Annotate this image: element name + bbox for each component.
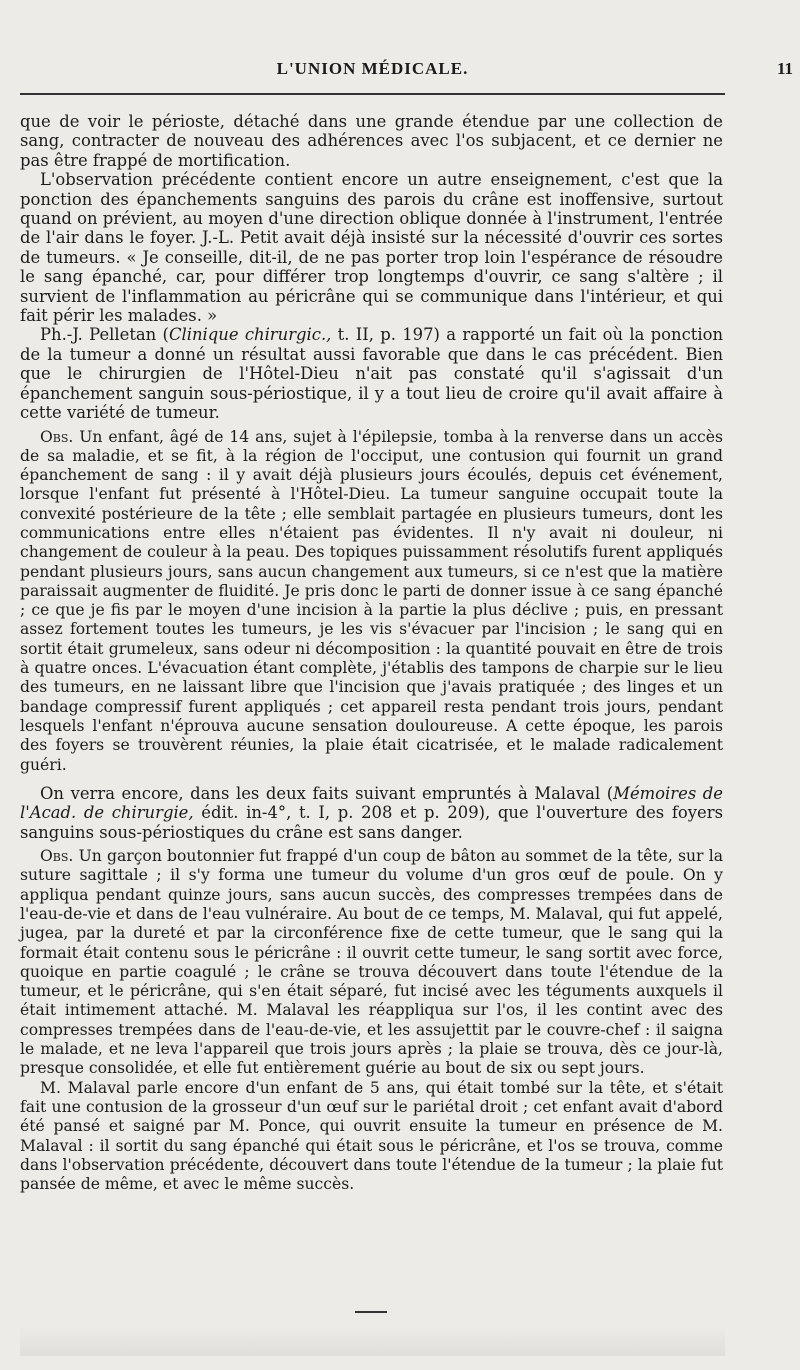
observation-text: Un enfant, âgé de 14 ans, sujet à l'épilepsie, tomba à la renverse dans un accès de sa maladie, et se fit, à la région de l'occiput, une contusion qui fournit un grand épanchement de sang : il y avait déjà plusieurs jours écoulés, depuis cet événement, lorsque l'enfant fut présenté à l'Hôtel-Dieu. La tumeur sanguine occupait toute la convexité postérieure de la tête ; elle semblait partagée en plusieurs tumeurs, dont les communications entre elles n'étaient pas évidentes. Il n'y avait ni douleur, ni changement de couleur à la peau. Des topiques puissamment résolutifs furent appliqués pendant plusieurs jours, sans aucun changement aux tumeurs, si ce n'est que la matière paraissait augmenter de fluidité. Je pris donc le parti de donner issue à ce sang épanché ; ce que je fis par le moyen d'une incision à la partie la plus déclive ; puis, en pressant assez fortement toutes les tumeurs, je les vis s'évacuer par l'incision ; le sang qui en sortit était grumeleux, sans odeur ni décomposition : la quantité pouvait en être de trois à quatre onces. L'évacuation étant complète, j'établis des tampons de charpie sur le lieu des tumeurs, en ne laissant libre que l'incision que j'avais pratiquée ; des linges et un bandage compressif furent appliqués ; cet appareil resta pendant trois jours, pendant lesquels l'enfant n'éprouva aucune sensation douloureuse. A cette époque, les parois des foyers se trouvèrent réunies, la plaie était cicatrisée, et le malade radicalement guéri. — [20, 427, 723, 774]
paragraph-text: t. II, p. 197) a rapporté un fait où la ponction de la tumeur a donné un résultat aussi favorable que dans le cas précédent. Bien que le chirurgien de l'Hôtel-Dieu n'ait pas constaté qu'il s'agissait d'un épanchement sanguin sous-périostique, il y a tout lieu de croire qu'il avait affaire à cette variété de tumeur. — [20, 325, 724, 423]
observation-1 — [20, 428, 723, 775]
paragraph-pelletan — [20, 325, 723, 422]
bleed-through-shadow — [20, 1326, 725, 1356]
observation-label: Obs. — [40, 847, 74, 866]
page-number: 11 — [776, 59, 793, 78]
observation-3 — [20, 1079, 723, 1195]
paragraph-malaval — [20, 784, 723, 842]
running-header — [20, 55, 793, 89]
paragraph-text: L'observation précédente contient encore un autre enseignement, c'est que la ponction des épanchements sanguins des parois du crâne est inoffensive, surtout quand on prévient, au moyen d'une direction oblique donnée à l'instrument, l'entrée de l'air dans le foyer. J.-L. Petit avait déjà insisté sur la nécessité d'ouvrir ces sortes de tumeurs. « Je conseille, dit-il, de ne pas porter trop loin l'espérance de résoudre le sang épanché, car, pour différer trop longtemps d'ouvrir, ce sang s'altère ; il survient de l'inflammation au péricrâne qui se communique dans l'intérieur, et qui fait périr les malades. » — [20, 170, 723, 326]
observation-label: Obs. — [40, 427, 74, 446]
section-rule — [355, 1311, 387, 1313]
paragraph-ponction — [20, 170, 723, 325]
citation-title: Mémoires de l'Acad. de chirurgie, — [20, 783, 724, 823]
paragraph-text: On verra encore, dans les deux faits suivant empruntés à Malaval ( — [40, 783, 614, 803]
journal-title: L'UNION MÉDICALE. — [276, 59, 469, 78]
paragraph-text: que de voir le périoste, détaché dans une grande étendue par une collection de sang, contracter de nouveau des adhérences avec l'os subjacent, et ce dernier ne pas être frappé de mortification. — [20, 112, 723, 170]
citation-title: Clinique chirurgic., — [168, 325, 332, 345]
observation-text: M. Malaval parle encore d'un enfant de 5 ans, qui était tombé sur la tête, et s'était fait une contusion de la grosseur d'un œuf sur le pariétal droit ; cet enfant avait d'abord été pansé et saigné par M. Ponce, qui ouvrit ensuite la tumeur en présence de M. Malaval : il sortit du sang épanché qui était sous le péricrâne, et l'os se trouva, comme dans l'observation précédente, découvert dans toute l'étendue de la tumeur ; la plaie fut pansée de même, et avec le même succès. — [20, 1078, 723, 1194]
observation-2 — [20, 847, 723, 1079]
paragraph-periosteum — [20, 112, 723, 170]
header-rule — [20, 93, 725, 95]
observation-text: Un garçon boutonnier fut frappé d'un coup de bâton au sommet de la tête, sur la suture sagittale ; il s'y forma une tumeur du volume d'un gros œuf de poule. On y appliqua pendant quinze jours, sans aucun succès, des compresses trempées dans de l'eau-de-vie et dans de l'eau vulnéraire. Au bout de ce temps, M. Malaval, qui fut appelé, jugea, par la dureté et par la circonférence fixe de cette tumeur, que le sang qui la formait était contenu sous le péricrâne : il ouvrit cette tumeur, le sang sortit avec force, quoique en partie coagulé ; le crâne se trouva découvert dans toute l'étendue de la tumeur, et le péricrâne, qui s'en était séparé, fut incisé avec les téguments auxquels il était intimement attaché. M. Malaval les réappliqua sur l'os, il les contint avec des compresses trempées dans de l'eau-de-vie, et les assujettit par le couvre-chef : il saigna le malade, et ne leva l'appareil que trois jours après ; la plaie se trouva, dès ce jour-là, presque consolidée, et elle fut entièrement guérie au bout de six ou sept jours. — [20, 847, 723, 1078]
article-body — [20, 112, 723, 1194]
paragraph-text: édit. in-4°, t. I, p. 208 et p. 209), que l'ouverture des foyers sanguins sous-périostiques du crâne est sans danger. — [20, 803, 723, 842]
paragraph-text: Ph.-J. Pelletan ( — [40, 325, 169, 345]
